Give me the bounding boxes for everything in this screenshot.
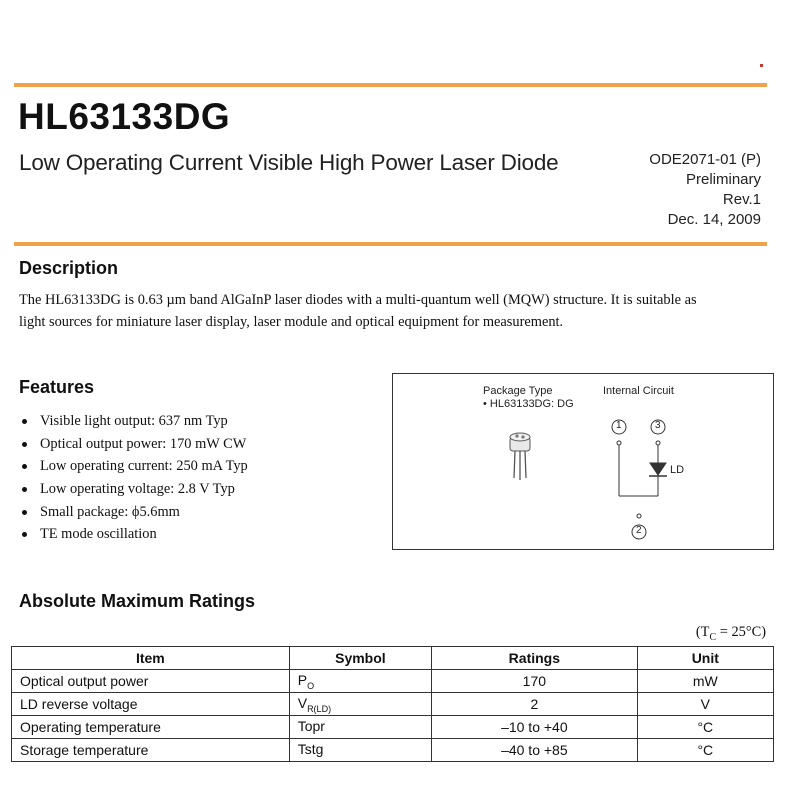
table-header-row	[12, 647, 774, 670]
document-info	[649, 150, 761, 230]
column-header-unit: Unit	[637, 647, 773, 670]
column-header-item: Item	[12, 647, 290, 670]
cell-item: Optical output power	[12, 670, 290, 693]
symbol-main: Tstg	[297, 740, 324, 757]
symbol-main: P	[297, 671, 308, 688]
package-drawing	[393, 374, 773, 549]
package-type-label: Package Type	[483, 385, 553, 397]
cell-unit: °C	[637, 716, 773, 739]
feature-item: Small package: ϕ5.6mm	[22, 501, 248, 524]
feature-item: Visible light output: 637 nm Typ	[22, 410, 248, 433]
cell-rating: –10 to +40	[432, 716, 638, 739]
top-rule	[14, 83, 767, 87]
product-subtitle: Low Operating Current Visible High Power Laser Diode	[19, 150, 559, 175]
feature-item: TE mode oscillation	[22, 523, 248, 546]
symbol-subscript: O	[307, 680, 315, 691]
features-list	[22, 410, 248, 546]
description-text	[19, 289, 779, 333]
cell-rating: 170	[432, 670, 638, 693]
cell-unit: mW	[637, 670, 773, 693]
symbol-subscript: R(LD)	[307, 703, 332, 714]
pin-1-label: 1	[616, 420, 622, 431]
package-type-value: • HL63133DG: DG	[483, 398, 574, 410]
table-row	[12, 670, 774, 693]
condition-subscript: C	[709, 631, 717, 643]
cell-unit: V	[637, 693, 773, 716]
ratings-condition	[696, 624, 766, 643]
symbol-main: V	[297, 694, 308, 711]
table-row	[12, 716, 774, 739]
feature-item: Optical output power: 170 mW CW	[22, 433, 248, 456]
cell-item: Storage temperature	[12, 739, 290, 762]
internal-circuit-label: Internal Circuit	[603, 385, 674, 397]
red-dot-mark	[760, 64, 763, 67]
doc-code: ODE2071-01 (P)	[649, 151, 761, 168]
cell-symbol	[289, 716, 431, 739]
description-line-2: light sources for miniature laser display, laser module and optical equipment for measurement.	[19, 314, 564, 330]
cell-symbol	[289, 693, 431, 716]
part-number-title: HL63133DG	[18, 96, 231, 137]
doc-status: Preliminary	[685, 171, 761, 188]
column-header-symbol: Symbol	[289, 647, 431, 670]
feature-item: Low operating current: 250 mA Typ	[22, 455, 248, 478]
cell-rating: 2	[432, 693, 638, 716]
description-heading: Description	[19, 258, 119, 278]
features-heading: Features	[19, 377, 95, 397]
cell-symbol	[289, 739, 431, 762]
table-row	[12, 739, 774, 762]
cell-unit: °C	[637, 739, 773, 762]
package-box	[392, 373, 774, 550]
cell-item: LD reverse voltage	[12, 693, 290, 716]
ld-label: LD	[670, 464, 685, 476]
header-bottom-rule	[14, 242, 767, 246]
symbol-main: Topr	[297, 717, 325, 734]
internal-circuit-diagram	[612, 420, 667, 539]
doc-revision: Rev.1	[722, 191, 761, 208]
condition-prefix: (T	[695, 624, 710, 640]
pin-2-label: 2	[636, 525, 642, 536]
feature-item: Low operating voltage: 2.8 V Typ	[22, 478, 248, 501]
description-line-1: The HL63133DG is 0.63 µm band AlGaInP laser diodes with a multi-quantum well (MQW) structure. It is suitable as	[19, 292, 697, 308]
pin-3-label: 3	[655, 420, 661, 431]
condition-suffix: = 25°C)	[716, 624, 766, 640]
ratings-table	[11, 646, 774, 762]
column-header-ratings: Ratings	[432, 647, 638, 670]
laser-package-icon	[510, 433, 530, 480]
table-row	[12, 693, 774, 716]
cell-symbol	[289, 670, 431, 693]
ratings-heading: Absolute Maximum Ratings	[19, 591, 256, 611]
cell-item: Operating temperature	[12, 716, 290, 739]
doc-date: Dec. 14, 2009	[667, 211, 761, 228]
cell-rating: –40 to +85	[432, 739, 638, 762]
